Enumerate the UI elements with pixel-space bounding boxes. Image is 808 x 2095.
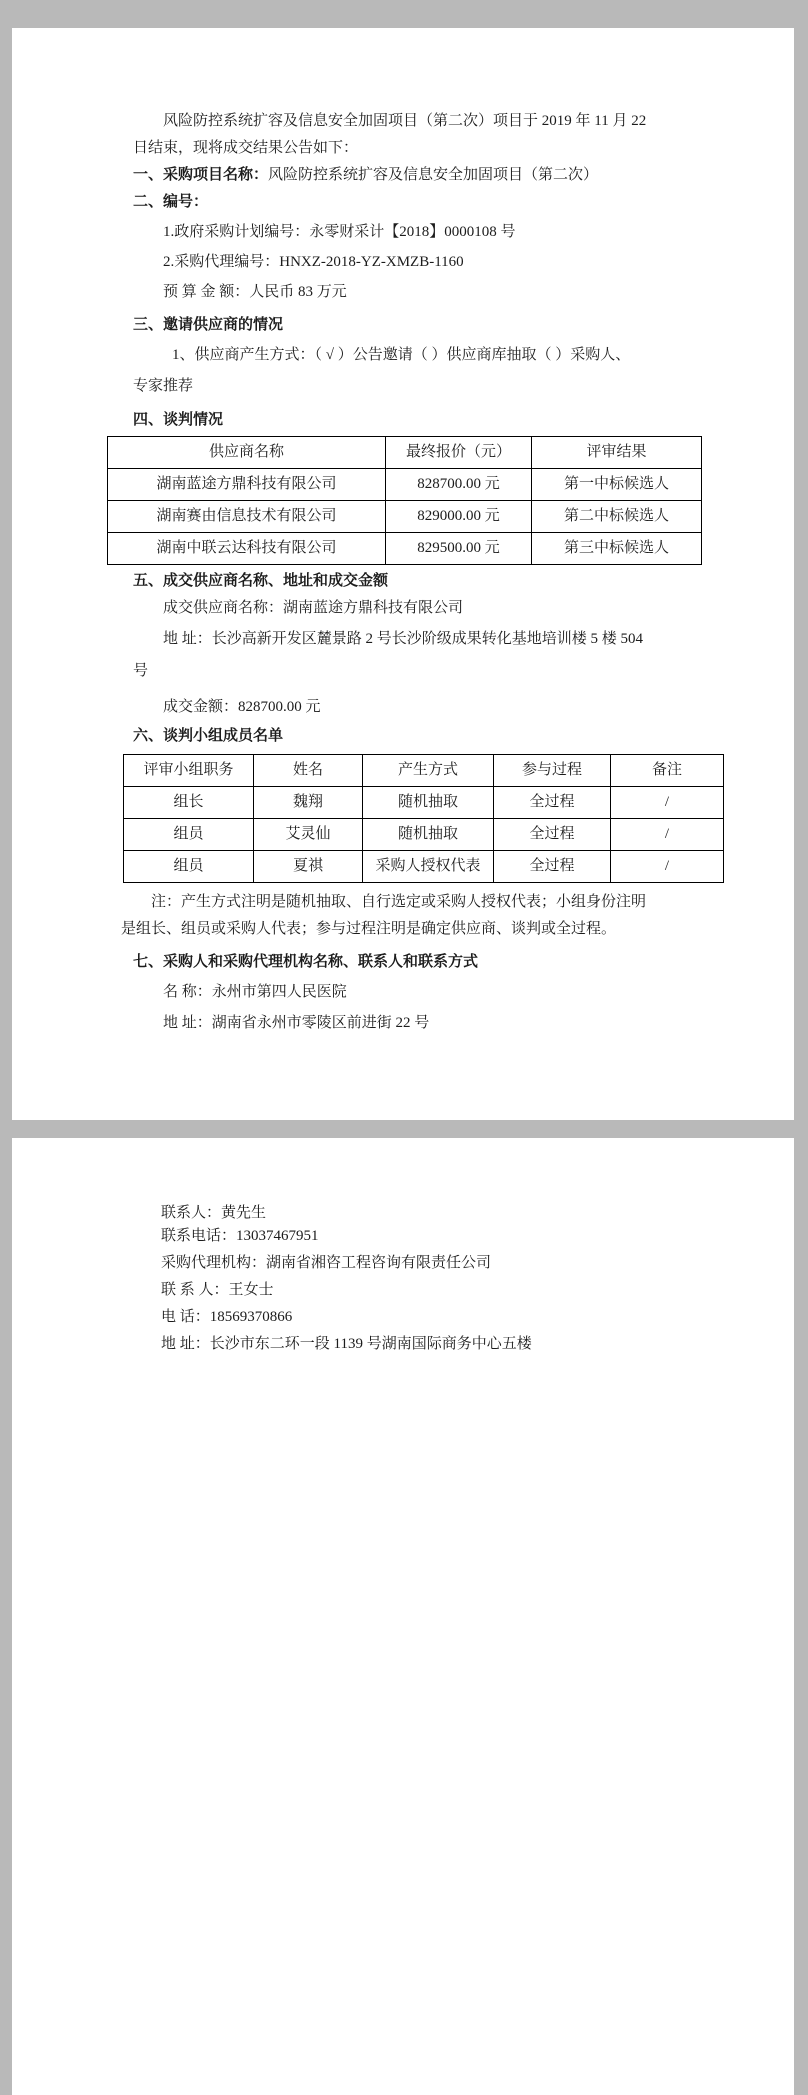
table-cell-result: 第二中标候选人 bbox=[532, 501, 702, 533]
table-cell-remarks: / bbox=[611, 787, 724, 819]
table-cell-result: 第三中标候选人 bbox=[532, 533, 702, 565]
purchaser-name: 名 称：永州市第四人民医院 bbox=[163, 984, 347, 1000]
header-review-result: 评审结果 bbox=[532, 437, 702, 469]
header-remarks: 备注 bbox=[611, 755, 724, 787]
table-row bbox=[108, 469, 702, 501]
table-cell-participation: 全过程 bbox=[494, 819, 611, 851]
agency-name: 采购代理机构：湖南省湘咨工程咨询有限责任公司 bbox=[161, 1255, 492, 1271]
contact-phone: 联系电话：13037467951 bbox=[161, 1228, 319, 1244]
table-cell-price: 829500.00 元 bbox=[386, 533, 532, 565]
table-row bbox=[124, 787, 724, 819]
purchaser-address: 地 址：湖南省永州市零陵区前进街 22 号 bbox=[163, 1015, 430, 1031]
table-cell-price: 828700.00 元 bbox=[386, 469, 532, 501]
table-cell-method: 采购人授权代表 bbox=[363, 851, 494, 883]
table-cell-supplier: 湖南赛由信息技术有限公司 bbox=[108, 501, 386, 533]
section-1-label: 一、采购项目名称： bbox=[133, 167, 269, 183]
panel-note-line-2: 是组长、组员或采购人代表；参与过程注明是确定供应商、谈判或全过程。 bbox=[121, 921, 617, 937]
supplier-source-line-2: 专家推荐 bbox=[133, 378, 194, 394]
document-page-2 bbox=[12, 1138, 794, 2095]
table-cell-method: 随机抽取 bbox=[363, 819, 494, 851]
table-cell-supplier: 湖南蓝途方鼎科技有限公司 bbox=[108, 469, 386, 501]
table-cell-role: 组员 bbox=[124, 819, 254, 851]
table-cell-remarks: / bbox=[611, 819, 724, 851]
agency-phone: 电 话：18569370866 bbox=[161, 1309, 293, 1325]
table-cell-name: 艾灵仙 bbox=[254, 819, 363, 851]
clipped-contact-line bbox=[161, 1200, 734, 1221]
contact-person-clipped: 联系人：黄先生 bbox=[161, 1205, 267, 1221]
agency-address: 地 址：长沙市东二环一段 1139 号湖南国际商务中心五楼 bbox=[161, 1336, 532, 1352]
table-cell-result: 第一中标候选人 bbox=[532, 469, 702, 501]
plan-number: 1.政府采购计划编号：永零财采计【2018】0000108 号 bbox=[163, 224, 516, 240]
panel-members-table bbox=[123, 754, 724, 883]
panel-note-line-1: 注：产生方式注明是随机抽取、自行选定或采购人授权代表；小组身份注明 bbox=[151, 894, 647, 910]
supplier-address-line-2: 号 bbox=[133, 663, 149, 679]
table-row bbox=[124, 851, 724, 883]
table-cell-supplier: 湖南中联云达科技有限公司 bbox=[108, 533, 386, 565]
table-cell-name: 魏翔 bbox=[254, 787, 363, 819]
table-cell-participation: 全过程 bbox=[494, 851, 611, 883]
header-name: 姓名 bbox=[254, 755, 363, 787]
agency-number: 2.采购代理编号：HNXZ-2018-YZ-XMZB-1160 bbox=[163, 254, 464, 270]
document-page-1 bbox=[12, 28, 794, 1120]
section-2-heading: 二、编号： bbox=[133, 194, 209, 210]
section-5-heading: 五、成交供应商名称、地址和成交金额 bbox=[133, 573, 389, 589]
table-cell-role: 组员 bbox=[124, 851, 254, 883]
header-selection-method: 产生方式 bbox=[363, 755, 494, 787]
intro-line-1: 风险防控系统扩容及信息安全加固项目（第二次）项目于 2019 年 11 月 22 bbox=[163, 113, 647, 129]
negotiation-table bbox=[107, 436, 702, 565]
section-3-heading: 三、邀请供应商的情况 bbox=[133, 317, 284, 333]
table-cell-price: 829000.00 元 bbox=[386, 501, 532, 533]
deal-amount: 成交金额：828700.00 元 bbox=[163, 699, 321, 715]
supplier-address-line-1: 地 址：长沙高新开发区麓景路 2 号长沙阶级成果转化基地培训楼 5 楼 504 bbox=[163, 631, 644, 647]
table-header-row bbox=[108, 437, 702, 469]
table-cell-name: 夏祺 bbox=[254, 851, 363, 883]
table-row bbox=[108, 501, 702, 533]
table-cell-method: 随机抽取 bbox=[363, 787, 494, 819]
table-cell-participation: 全过程 bbox=[494, 787, 611, 819]
budget-amount: 预 算 金 额：人民币 83 万元 bbox=[163, 284, 347, 300]
supplier-source-line-1: 1、供应商产生方式：（ √ ）公告邀请（ ）供应商库抽取（ ）采购人、 bbox=[172, 347, 631, 363]
section-4-heading: 四、谈判情况 bbox=[133, 412, 224, 428]
table-row bbox=[124, 819, 724, 851]
section-6-heading: 六、谈判小组成员名单 bbox=[133, 728, 284, 744]
table-cell-role: 组长 bbox=[124, 787, 254, 819]
agency-contact-person: 联 系 人：王女士 bbox=[161, 1282, 274, 1298]
header-supplier-name: 供应商名称 bbox=[108, 437, 386, 469]
header-final-price: 最终报价（元） bbox=[386, 437, 532, 469]
winning-supplier: 成交供应商名称：湖南蓝途方鼎科技有限公司 bbox=[163, 600, 464, 616]
header-panel-role: 评审小组职务 bbox=[124, 755, 254, 787]
table-cell-remarks: / bbox=[611, 851, 724, 883]
section-1-project-name bbox=[133, 162, 716, 189]
section-7-heading: 七、采购人和采购代理机构名称、联系人和联系方式 bbox=[133, 954, 479, 970]
intro-line-2: 日结束，现将成交结果公告如下： bbox=[133, 140, 359, 156]
section-1-value: 风险防控系统扩容及信息安全加固项目（第二次） bbox=[268, 167, 599, 183]
header-participation: 参与过程 bbox=[494, 755, 611, 787]
table-header-row bbox=[124, 755, 724, 787]
table-row bbox=[108, 533, 702, 565]
